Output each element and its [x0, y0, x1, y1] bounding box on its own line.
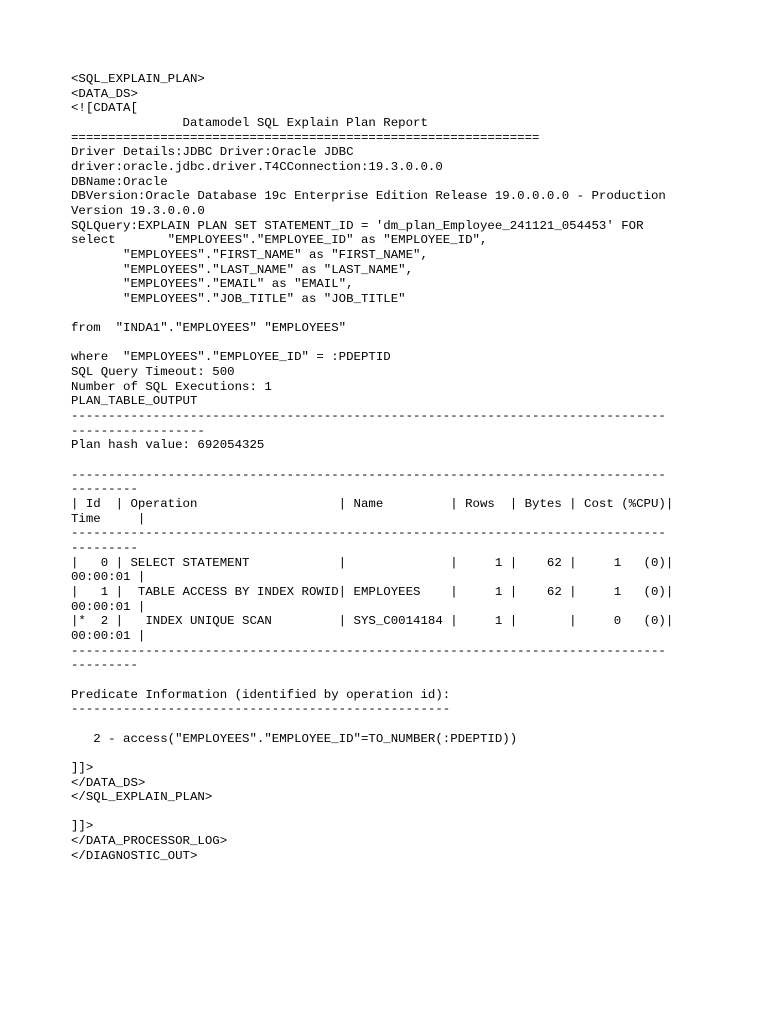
report-line: 00:00:01 | [71, 628, 146, 643]
blank-line [71, 717, 711, 732]
report-line: where "EMPLOYEES"."EMPLOYEE_ID" = :PDEPTID [71, 350, 391, 365]
report-line: -------------------------------------------------------------------------------- [71, 409, 666, 424]
report-line: ]]> [71, 760, 94, 775]
report-line: DBName:Oracle [71, 174, 168, 189]
report-line: <SQL_EXPLAIN_PLAN> [71, 72, 205, 86]
report-line: 00:00:01 | [71, 570, 146, 585]
report-line: Predicate Information (identified by operation id): [71, 687, 451, 702]
report-line: ]]> [71, 819, 94, 834]
report-line: PLAN_TABLE_OUTPUT [71, 394, 198, 409]
report-line: --------- [71, 658, 138, 673]
report-line: "EMPLOYEES"."EMAIL" as "EMAIL", [71, 277, 354, 292]
report-line: <DATA_DS> [71, 86, 138, 101]
report-line: Number of SQL Executions: 1 [71, 379, 272, 394]
report-line: </DIAGNOSTIC_OUT> [71, 848, 198, 863]
report-line: 00:00:01 | [71, 599, 146, 614]
blank-line [71, 805, 711, 820]
blank-line [71, 336, 711, 351]
report-line: Version 19.3.0.0.0 [71, 203, 205, 218]
report-line: | 0 | SELECT STATEMENT | | 1 | 62 | 1 (0)| [71, 555, 674, 570]
report-line: "EMPLOYEES"."LAST_NAME" as "LAST_NAME", [71, 262, 414, 277]
report-line: --------- [71, 482, 138, 497]
report-line: "EMPLOYEES"."JOB_TITLE" as "JOB_TITLE" [71, 291, 406, 306]
report-line: driver:oracle.jdbc.driver.T4CConnection:19.3.0.0.0 [71, 159, 443, 174]
report-line: -------------------------------------------------------------------------------- [71, 467, 666, 482]
blank-line [71, 673, 711, 688]
report-line: | 1 | TABLE ACCESS BY INDEX ROWID| EMPLOYEES | 1 | 62 | 1 (0)| [71, 584, 674, 599]
report-line: --------- [71, 541, 138, 555]
report-line: ------------------ [71, 423, 205, 438]
report-line: Plan hash value: 692054325 [71, 438, 265, 453]
report-line: --------------------------------------------------- [71, 702, 451, 717]
report-line: | Id | Operation | Name | Rows | Bytes | Cost (%CPU)| [71, 497, 674, 512]
report-line: </DATA_DS> [71, 775, 146, 790]
report-line: 2 - access("EMPLOYEES"."EMPLOYEE_ID"=TO_NUMBER(:PDEPTID)) [71, 731, 518, 746]
report-line: select "EMPLOYEES"."EMPLOYEE_ID" as "EMPLOYEE_ID", [71, 233, 488, 248]
report-line: |* 2 | INDEX UNIQUE SCAN | SYS_C0014184 | 1 | | 0 (0)| [71, 614, 674, 629]
report-line: Time | [71, 511, 146, 526]
report-line: </DATA_PROCESSOR_LOG> [71, 834, 228, 849]
blank-line [71, 307, 711, 322]
report-line: DBVersion:Oracle Database 19c Enterprise Edition Release 19.0.0.0.0 - Production [71, 189, 666, 204]
report-line: Datamodel SQL Explain Plan Report [71, 115, 428, 130]
report-line: <![CDATA[ [71, 101, 138, 116]
blank-line [71, 453, 711, 468]
blank-line [71, 746, 711, 761]
report-line: -------------------------------------------------------------------------------- [71, 526, 666, 541]
report-line: from "INDA1"."EMPLOYEES" "EMPLOYEES" [71, 321, 347, 336]
report-line: Driver Details:JDBC Driver:Oracle JDBC [71, 145, 354, 160]
report-line: =============================================================== [71, 130, 540, 145]
report-line: SQLQuery:EXPLAIN PLAN SET STATEMENT_ID = 'dm_plan_Employee_241121_054453' FOR [71, 218, 644, 233]
report-line: -------------------------------------------------------------------------------- [71, 643, 666, 658]
explain-plan-report [71, 72, 711, 863]
report-line: </SQL_EXPLAIN_PLAN> [71, 790, 213, 805]
report-line: SQL Query Timeout: 500 [71, 365, 235, 380]
report-line: "EMPLOYEES"."FIRST_NAME" as "FIRST_NAME", [71, 247, 428, 262]
